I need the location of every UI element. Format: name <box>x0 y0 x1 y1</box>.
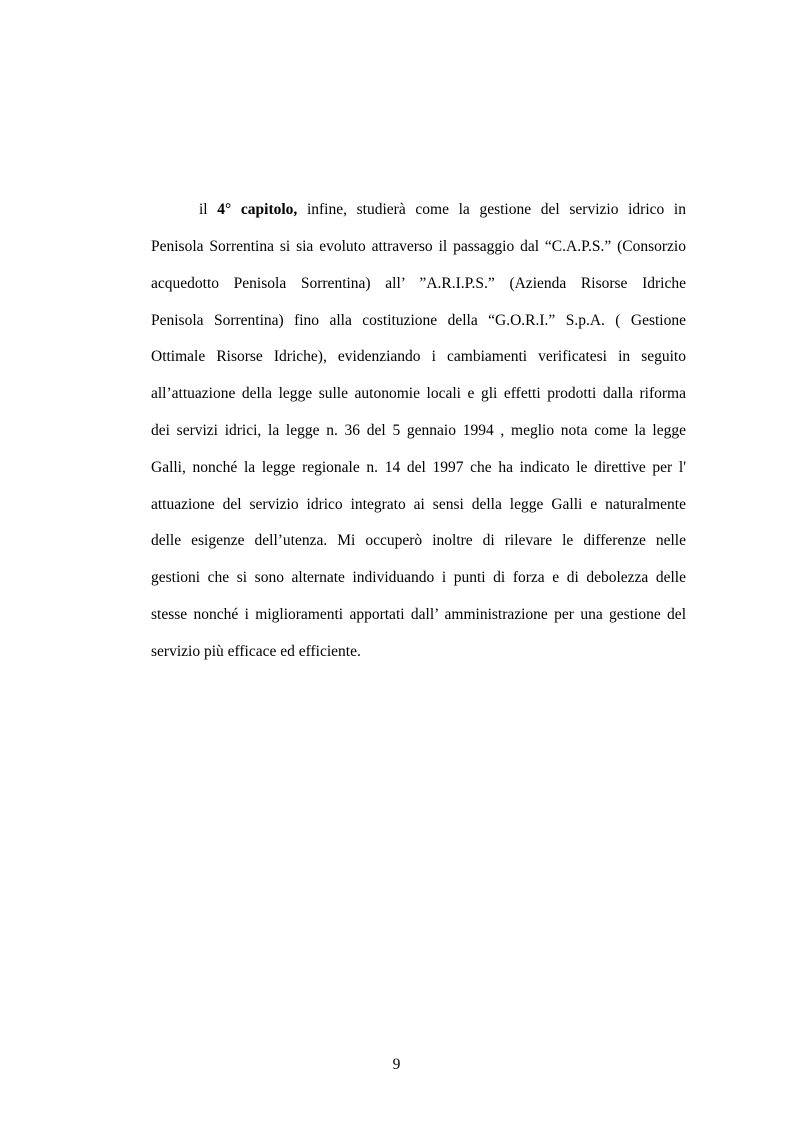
paragraph-line-10: delle esigenze dell’utenza. Mi occuperò inoltre di rilevare le differenze nelle <box>151 532 686 549</box>
paragraph-line-13: servizio più efficace ed efficiente. <box>151 643 361 660</box>
page-number: 9 <box>392 1056 401 1073</box>
paragraph-line-8: Galli, nonché la legge regionale n. 14 del 1997 che ha indicato le direttive per l' <box>151 459 686 476</box>
paragraph-line-5: Ottimale Risorse Idriche), evidenziando i cambiamenti verificatesi in seguito <box>151 348 686 365</box>
paragraph-line-2: Penisola Sorrentina si sia evoluto attraverso il passaggio dal “C.A.P.S.” (Consorzio <box>151 238 686 255</box>
paragraph-line-12: stesse nonché i miglioramenti apportati dall’ amministrazione per una gestione del <box>151 606 686 623</box>
intro-lead: il <box>199 201 218 218</box>
paragraph-line-4: Penisola Sorrentina) fino alla costituzione della “G.O.R.I.” S.p.A. ( Gestione <box>151 312 686 329</box>
paragraph-line-7: dei servizi idrici, la legge n. 36 del 5 gennaio 1994 , meglio nota come la legge <box>151 422 686 439</box>
chapter-reference: 4° capitolo, <box>217 201 298 218</box>
intro-rest: infine, studierà come la gestione del servizio idrico in <box>297 201 686 218</box>
paragraph-line-9: attuazione del servizio idrico integrato ai sensi della legge Galli e naturalmente <box>151 496 686 513</box>
paragraph-line-6: all’attuazione della legge sulle autonomie locali e gli effetti prodotti dalla riforma <box>151 385 686 402</box>
paragraph-line-1 <box>199 200 686 220</box>
paragraph-line-3: acquedotto Penisola Sorrentina) all’ ”A.R.I.P.S.” (Azienda Risorse Idriche <box>151 275 686 292</box>
paragraph-line-11: gestioni che si sono alternate individuando i punti di forza e di debolezza delle <box>151 569 686 586</box>
